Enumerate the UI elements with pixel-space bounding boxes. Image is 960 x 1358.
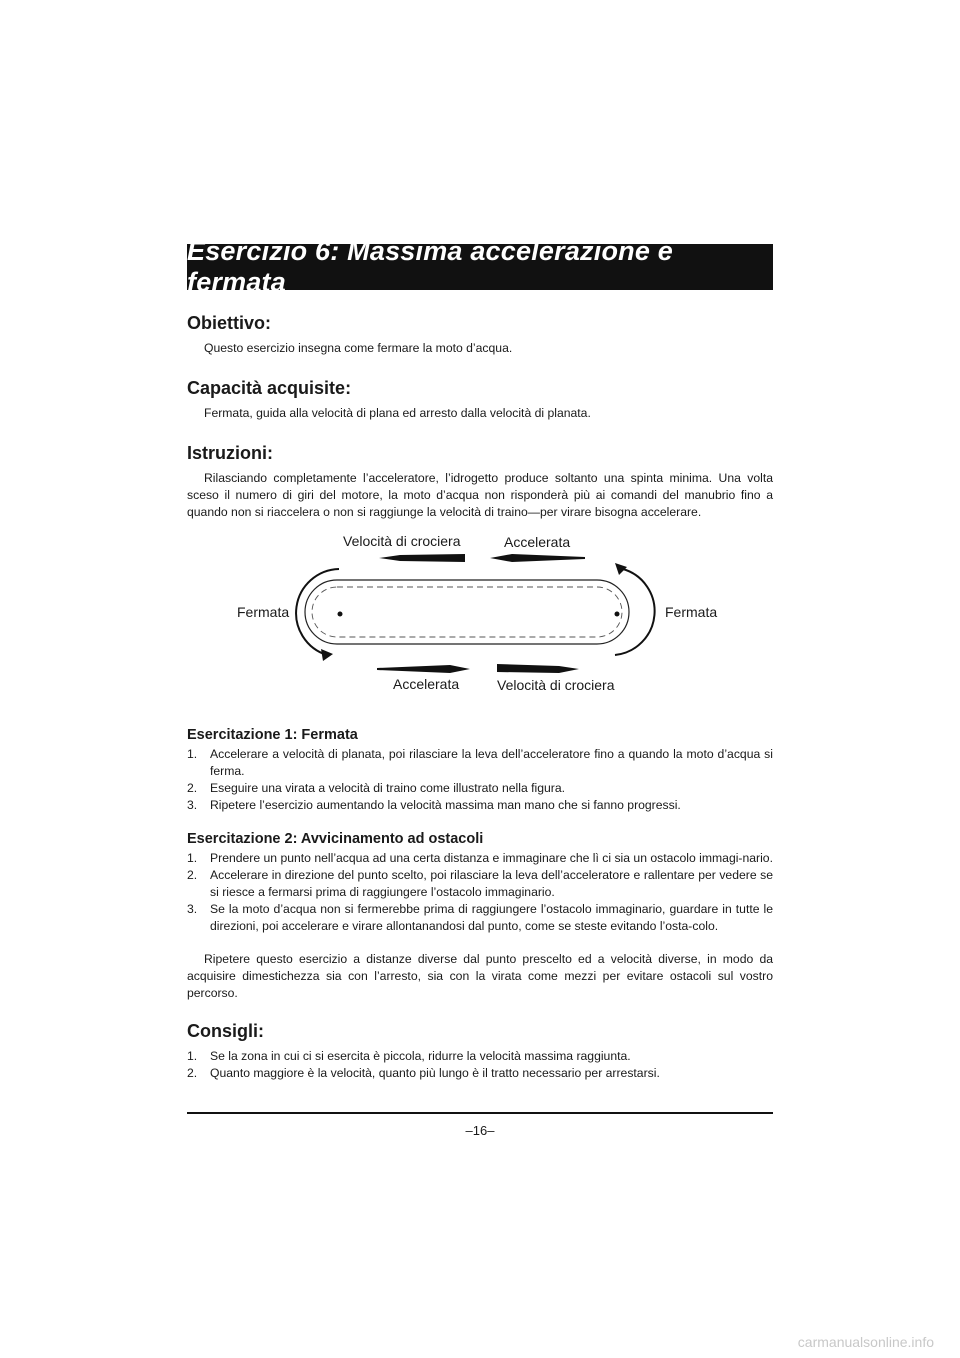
text-istruzioni: Rilasciando completamente l’acceleratore, l’idrogetto produce soltanto una spinta minima. Una volta sceso il numero di giri del motore, la moto d’acqua non risponderà più ai comandi del manubrio fino a quando non si riaccelera o non si raggiunge la velocità di traino—per virare bisogna accelerare. [187,471,773,519]
page-content [187,312,773,1082]
text-esercitazione-2-closing: Ripetere questo esercizio a distanze diverse dal punto prescelto ed a velocità diverse, in modo da acquisire dimestichezza sia con l’arresto, sia con la virata come mezzi per evitare ostacoli sul vostro percorso. [187,952,773,1000]
heading-obiettivo: Obiettivo: [187,313,271,333]
arrow-bottom-cruise [497,664,579,673]
list-esercitazione-1 [187,746,773,814]
heading-esercitazione-2: Esercitazione 2: Avvicinamento ad ostacoli [187,831,484,847]
page-title: Esercizio 6: Massima accelerazione e fermata [187,236,673,297]
watermark: carmanualsonline.info [797,1334,934,1350]
course-diagram-graphic [187,533,773,718]
heading-consigli: Consigli: [187,1021,264,1041]
arrow-top-cruise [379,554,465,562]
text-capacita: Fermata, guida alla velocità di plana ed arresto dalla velocità di planata. [204,406,591,420]
arrow-top-accelerate [490,554,585,562]
left-turn-arrow [296,569,339,655]
course-diagram [187,533,773,718]
list-item: 2. Eseguire una virata a velocità di traino come illustrato nella figura. [187,781,565,795]
list-item: 2. Accelerare in direzione del punto scelto, poi rilasciare la leva dell’acceleratore e rallentare per vedere se si riesce a fermarsi prima di raggiungere l’ostacolo immaginario. [187,868,773,899]
list-item: 1. Accelerare a velocità di planata, poi rilasciare la leva dell’acceleratore fino a quando la moto d’acqua si ferma. [187,747,773,778]
list-item: 2. Quanto maggiore è la velocità, quanto più lungo è il tratto necessario per arrestarsi. [187,1066,660,1080]
list-item: 3. Se la moto d’acqua non si fermerebbe prima di raggiungere l’ostacolo immaginario, guardare in tutte le direzioni, poi accelerare e virare allontanandosi dal punto, come se steste evitando l’osta-colo. [187,902,773,933]
heading-capacita: Capacità acquisite: [187,378,352,398]
buoy-right [615,612,620,617]
list-item: 3. Ripetere l’esercizio aumentando la velocità massima man mano che si fanno progressi. [187,798,681,812]
label-left-stop: Fermata [237,604,290,620]
left-turn-arrowhead [321,649,333,661]
page-number: –16– [465,1123,495,1138]
label-right-stop: Fermata [665,604,718,620]
list-consigli [187,1048,773,1082]
label-top-cruise: Velocità di crociera [343,533,461,549]
list-item: 1. Prendere un punto nell’acqua ad una certa distanza e immaginare che lì ci sia un ostacolo immagi-nario. [187,851,773,865]
list-item: 1. Se la zona in cui ci si esercita è piccola, ridurre la velocità massima raggiunta. [187,1049,631,1063]
footer-rule [187,1112,773,1114]
buoy-left [338,612,343,617]
dashed-turn-path [312,587,622,637]
text-obiettivo: Questo esercizio insegna come fermare la moto d’acqua. [204,341,513,355]
arrow-bottom-accelerate [377,665,470,673]
track-outline [305,580,629,644]
label-bottom-cruise: Velocità di crociera [497,677,615,693]
right-turn-arrow [615,569,655,655]
page-title-bar [187,236,773,297]
list-esercitazione-2 [187,850,773,935]
label-top-accelerate: Accelerata [504,534,571,550]
heading-istruzioni: Istruzioni: [187,443,273,463]
heading-esercitazione-1: Esercitazione 1: Fermata [187,727,358,743]
label-bottom-accelerate: Accelerata [393,676,460,692]
